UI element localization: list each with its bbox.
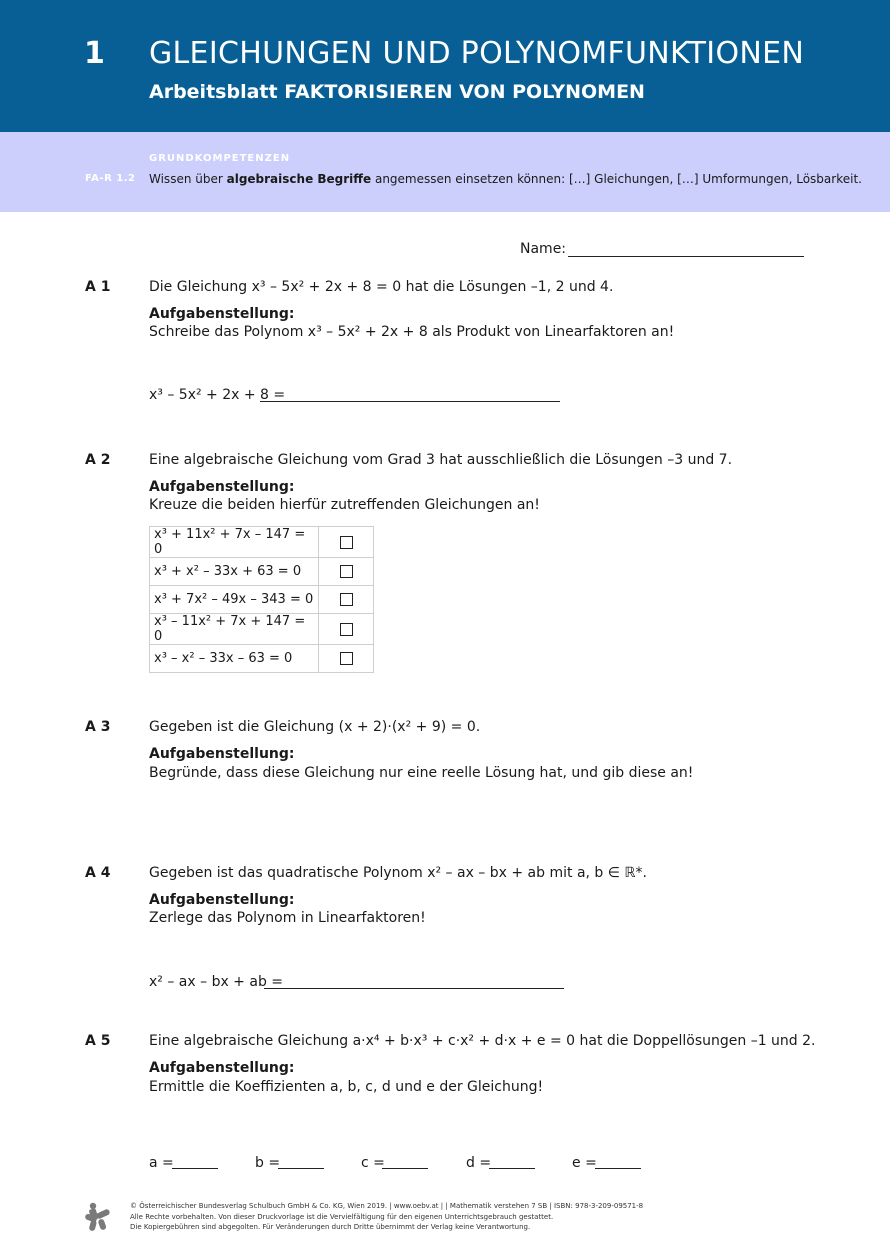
task-a2-instruction-label: Aufgabenstellung: [149, 479, 295, 495]
competence-code: FA-R 1.2 [85, 173, 136, 184]
task-a4-answer-prefix: x² – ax – bx + ab = [149, 974, 284, 990]
task-id-a3: A 3 [85, 719, 111, 735]
coefficient-c-label: c = [361, 1155, 385, 1171]
choice-row [150, 614, 374, 645]
checkbox[interactable] [340, 536, 353, 549]
task-id-a2: A 2 [85, 452, 111, 468]
task-a4-instruction: Zerlege das Polynom in Linearfaktoren! [149, 910, 426, 926]
footer-line-1: © Österreichischer Bundesverlag Schulbuch GmbH & Co. KG, Wien 2019. | www.oebv.at | | Mathematik verstehen 7 SB | ISBN: 978-3-209-09571-8 [130, 1202, 644, 1210]
choice-checkbox-cell [319, 586, 374, 614]
checkbox[interactable] [340, 623, 353, 636]
footer-copyright [130, 1201, 643, 1233]
choice-checkbox-cell [319, 527, 374, 558]
task-a1-answer-prefix: x³ – 5x² + 2x + 8 = [149, 387, 286, 403]
task-a2-instruction: Kreuze die beiden hierfür zutreffenden Gleichungen an! [149, 497, 540, 513]
task-a4-answer-line[interactable] [264, 988, 564, 989]
worksheet-topic: FAKTORISIEREN VON POLYNOMEN [284, 81, 645, 103]
coefficient-c-field[interactable] [382, 1168, 428, 1169]
publisher-logo-icon [84, 1200, 114, 1232]
choice-equation: x³ + x² – 33x + 63 = 0 [150, 558, 319, 586]
coefficient-d-label: d = [466, 1155, 492, 1171]
task-a5-instruction-label: Aufgabenstellung: [149, 1060, 295, 1076]
chapter-title: GLEICHUNGEN UND POLYNOMFUNKTIONEN [149, 36, 805, 71]
task-a1-intro: Die Gleichung x³ – 5x² + 2x + 8 = 0 hat die Lösungen –1, 2 und 4. [149, 279, 614, 295]
choice-equation: x³ – x² – 33x – 63 = 0 [150, 645, 319, 673]
competence-text-end: angemessen einsetzen können: […] Gleichungen, […] Umformungen, Lösbarkeit. [371, 172, 862, 186]
choice-equation: x³ – 11x² + 7x + 147 = 0 [150, 614, 319, 645]
worksheet-subtitle-prefix: Arbeitsblatt [149, 81, 285, 103]
task-a1-instruction-label: Aufgabenstellung: [149, 306, 295, 322]
competence-text-start: Wissen über [149, 172, 227, 186]
chapter-number: 1 [84, 36, 105, 71]
task-a3-instruction: Begründe, dass diese Gleichung nur eine reelle Lösung hat, und gib diese an! [149, 765, 694, 781]
choice-equation: x³ + 11x² + 7x – 147 = 0 [150, 527, 319, 558]
choice-row [150, 558, 374, 586]
competence-heading: GRUNDKOMPETENZEN [149, 153, 291, 164]
coefficient-e-label: e = [572, 1155, 597, 1171]
task-id-a5: A 5 [85, 1033, 111, 1049]
coefficient-b-label: b = [255, 1155, 281, 1171]
task-a3-instruction-label: Aufgabenstellung: [149, 746, 295, 762]
name-label: Name: [520, 241, 567, 257]
coefficient-e-field[interactable] [595, 1168, 641, 1169]
task-id-a1: A 1 [85, 279, 111, 295]
choice-checkbox-cell [319, 614, 374, 645]
footer-line-2: Alle Rechte vorbehalten. Von dieser Druckvorlage ist die Vervielfältigung für den eigenen Unterrichtsgebrauch gestattet. [130, 1212, 554, 1221]
coefficient-a-field[interactable] [172, 1168, 218, 1169]
choice-checkbox-cell [319, 558, 374, 586]
task-a1-instruction: Schreibe das Polynom x³ – 5x² + 2x + 8 als Produkt von Linearfaktoren an! [149, 324, 675, 340]
checkbox[interactable] [340, 652, 353, 665]
page-header [0, 0, 890, 132]
answer-choices-table [149, 526, 374, 673]
choice-row [150, 527, 374, 558]
footer-line-3: Die Kopiergebühren sind abgegolten. Für Veränderungen durch Dritte übernimmt der Verlag keine Verantwortung. [130, 1223, 531, 1231]
coefficient-a-label: a = [149, 1155, 174, 1171]
choice-equation: x³ + 7x² – 49x – 343 = 0 [150, 586, 319, 614]
choice-checkbox-cell [319, 645, 374, 673]
competence-text-bold: algebraische Begriffe [226, 172, 372, 186]
task-a5-intro: Eine algebraische Gleichung a·x⁴ + b·x³ + c·x² + d·x + e = 0 hat die Doppellösungen –1 und 2. [149, 1033, 816, 1049]
task-id-a4: A 4 [85, 865, 111, 881]
checkbox[interactable] [340, 593, 353, 606]
task-a2-intro: Eine algebraische Gleichung vom Grad 3 hat ausschließlich die Lösungen –3 und 7. [149, 452, 733, 468]
task-a1-answer-line[interactable] [260, 401, 560, 402]
coefficient-d-field[interactable] [489, 1168, 535, 1169]
task-a5-instruction: Ermittle die Koeffizienten a, b, c, d und e der Gleichung! [149, 1079, 544, 1095]
task-a4-intro: Gegeben ist das quadratische Polynom x² – ax – bx + ab mit a, b ∈ ℝ*. [149, 865, 647, 881]
choice-row [150, 586, 374, 614]
name-field[interactable] [568, 256, 804, 257]
competence-text [149, 172, 862, 186]
task-a3-intro: Gegeben ist die Gleichung (x + 2)·(x² + 9) = 0. [149, 719, 481, 735]
worksheet-subtitle [149, 81, 645, 103]
task-a4-instruction-label: Aufgabenstellung: [149, 892, 295, 908]
coefficient-b-field[interactable] [278, 1168, 324, 1169]
choice-row [150, 645, 374, 673]
checkbox[interactable] [340, 565, 353, 578]
